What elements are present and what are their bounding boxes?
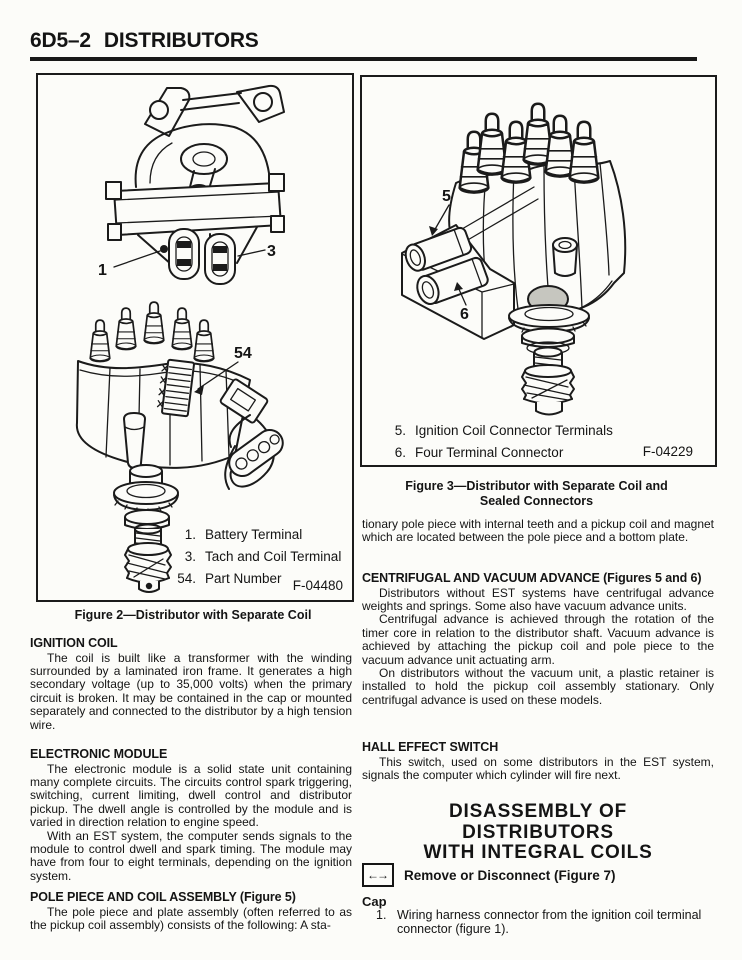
- disassembly-heading: [362, 802, 714, 864]
- legend-row: [166, 524, 341, 546]
- section-pole-piece: [30, 891, 352, 932]
- paragraph: On distributors without the vacuum unit, a plastic retainer is installed to hold the pickup coil assembly stationary. Only centrifugal advance is used on these models.: [362, 666, 714, 707]
- step-text: Wiring harness connector from the ignition coil terminal connector (figure 1).: [397, 908, 702, 936]
- callout-6-label: 6: [460, 306, 469, 323]
- distributor-sealed-connectors-drawing: [402, 104, 625, 415]
- disassembly-heading-line3: WITH INTEGRAL COILS: [423, 842, 653, 863]
- section-hall-effect-switch: [362, 741, 714, 782]
- section-continuation: [362, 518, 714, 545]
- ignition-coil-drawing: [106, 86, 284, 284]
- legend-item-label: Tach and Coil Terminal: [205, 549, 342, 564]
- legend-row: [388, 420, 613, 442]
- step-number: 1.: [376, 908, 387, 922]
- legend-item-label: Four Terminal Connector: [415, 445, 564, 460]
- figure2-code: F-04480: [292, 578, 343, 593]
- remove-disconnect-icon: ←→: [362, 863, 394, 887]
- callout-54-label: 54: [234, 345, 252, 362]
- section-heading: HALL EFFECT SWITCH: [362, 740, 499, 754]
- section-heading: POLE PIECE AND COIL ASSEMBLY (Figure 5): [30, 890, 296, 904]
- paragraph: With an EST system, the computer sends signals to the module to control dwell and spark timing. The module may have from four to eight terminals, depending on the ignition system.: [30, 828, 352, 883]
- header-rule: [30, 57, 697, 61]
- callout-1-label: 1: [98, 262, 107, 279]
- page-section-number: 6D5–2: [30, 29, 91, 52]
- callout-3-label: 3: [267, 243, 276, 260]
- paragraph: Distributors without EST systems have centrifugal advance weights and springs. Some also have vacuum advance units.: [362, 585, 714, 613]
- legend-item-label: Battery Terminal: [205, 527, 303, 542]
- callout-5-line: [434, 205, 449, 231]
- paragraph: This switch, used on some distributors in the EST system, signals the computer which cylinder will fire next.: [362, 754, 714, 782]
- legend-item-number: 5.: [394, 423, 406, 438]
- paragraph: Centrifugal advance is achieved through the rotation of the timer core in relation to the distributor shaft. Vacuum advance is achieved by attaching the pickup coil and pole piece to the vacuum advance unit actuating arm.: [362, 612, 714, 667]
- figure3-caption: [360, 479, 713, 509]
- section-centrifugal-vacuum-advance: [362, 572, 714, 707]
- figure3-code: F-04229: [642, 444, 693, 459]
- remove-disconnect-row: [362, 863, 616, 887]
- figure3-caption-line1: Figure 3—Distributor with Separate Coil and: [405, 479, 668, 493]
- step-item: [362, 908, 714, 936]
- figure2-box: [36, 73, 354, 602]
- paragraph: The pole piece and plate assembly (often referred to as the pickup coil assembly) consists of the following: A sta-: [30, 904, 352, 932]
- section-heading: CENTRIFUGAL AND VACUUM ADVANCE (Figures 5 and 6): [362, 571, 702, 585]
- legend-item-label: Part Number: [205, 571, 282, 586]
- callout-1-line: [114, 251, 160, 267]
- page-header: [30, 29, 259, 53]
- figure2-caption: Figure 2—Distributor with Separate Coil: [74, 608, 312, 622]
- legend-item-number: 6.: [394, 445, 406, 460]
- figure3-box: [360, 75, 717, 467]
- legend-item-number: 54.: [177, 571, 196, 586]
- paragraph: tionary pole piece with internal teeth and a pickup coil and magnet which are located between the pole piece and a bottom plate.: [362, 517, 714, 545]
- legend-row: [388, 442, 613, 464]
- figure3-drawing: [362, 77, 711, 461]
- figure3-caption-line2: Sealed Connectors: [479, 494, 594, 508]
- figure3-legend: [388, 420, 613, 464]
- paragraph: The electronic module is a solid state unit containing many complete circuits. The circuits control spark triggering, switching, current limiting, dwell control and distributor pickup. The dwell angle is controlled by the module and is varied in direction relation to engine speed.: [30, 761, 352, 830]
- disassembly-heading-line2: DISTRIBUTORS: [462, 821, 614, 843]
- legend-item-number: 3.: [184, 549, 196, 564]
- disassembly-heading-line1: DISASSEMBLY OF: [448, 801, 628, 822]
- section-ignition-coil: [30, 637, 352, 732]
- remove-disconnect-label: Remove or Disconnect (Figure 7): [404, 867, 616, 883]
- section-heading: ELECTRONIC MODULE: [30, 747, 168, 761]
- section-electronic-module: [30, 748, 352, 883]
- callout-5-label: 5: [442, 188, 451, 205]
- paragraph: The coil is built like a transformer with the winding surrounded by a laminated iron frame. It generates a high secondary voltage (up to 35,000 volts) when the primary circuit is broken. It may be contained in the cap or mounted separately and connected to the distributor by a high tension wire.: [30, 650, 352, 732]
- legend-item-number: 1.: [184, 527, 196, 542]
- page-title: DISTRIBUTORS: [103, 29, 259, 52]
- section-heading: IGNITION COIL: [30, 636, 118, 650]
- legend-item-label: Ignition Coil Connector Terminals: [415, 423, 613, 438]
- figure2-drawing: [38, 75, 348, 596]
- legend-row: [166, 546, 341, 568]
- cap-subheading: Cap: [362, 894, 387, 909]
